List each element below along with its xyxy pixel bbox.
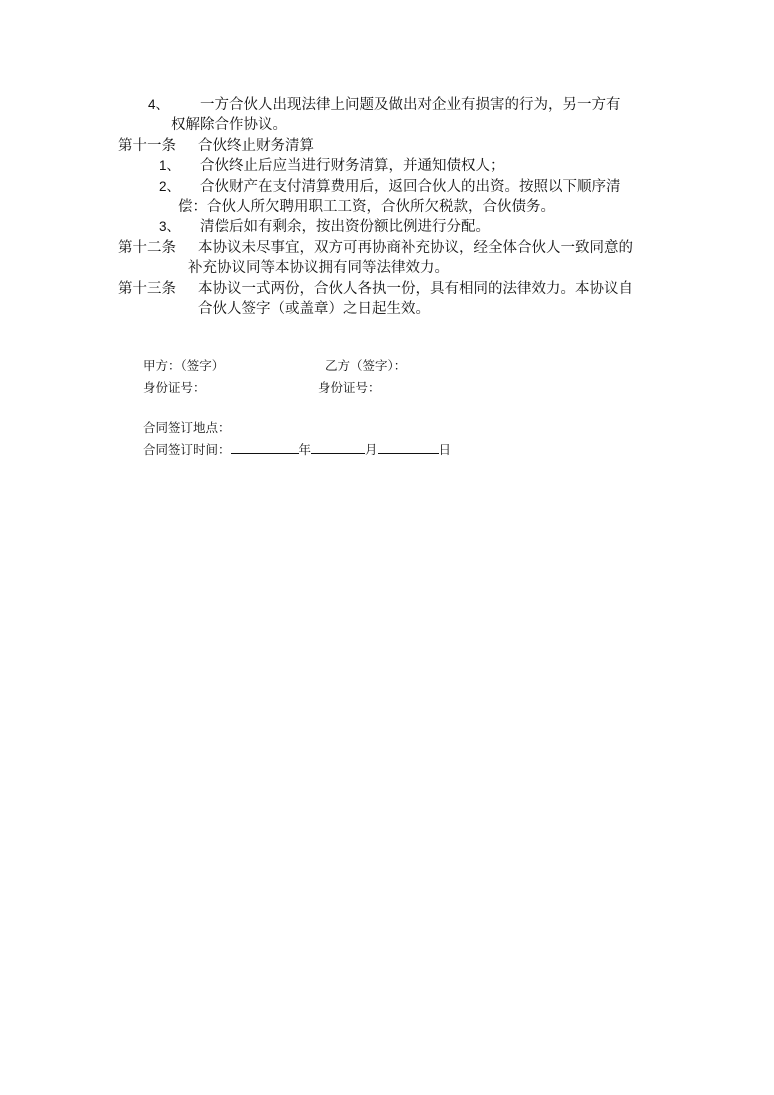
- article-12-text: 本协议未尽事宜，双方可再协商补充协议，经全体合伙人一致同意的: [198, 240, 633, 256]
- article-12-heading: 第十二条: [118, 240, 176, 256]
- signing-place-label: 合同签订地点：: [143, 420, 231, 435]
- article-11-item-1-text: 合伙终止后应当进行财务清算，并通知债权人；: [200, 158, 505, 174]
- signing-time-row: [143, 441, 451, 459]
- month-label: 月: [365, 442, 378, 457]
- item-4-number: 4、: [148, 97, 170, 112]
- signing-time-label: 合同签订时间：: [143, 442, 231, 457]
- article-11-item-2-number: 2、: [159, 179, 181, 194]
- party-a-id-label: 身份证号：: [143, 380, 206, 395]
- article-13-heading: 第十三条: [118, 281, 176, 297]
- article-11-heading: 第十一条: [118, 138, 176, 154]
- article-13-text-cont: 合伙人签字（或盖章）之日起生效。: [198, 301, 430, 317]
- month-blank-line: [311, 441, 365, 454]
- party-a-signature-label: 甲方：（签字）: [143, 358, 225, 373]
- day-blank-line: [378, 441, 439, 454]
- article-11-item-2-text: 合伙财产在支付清算费用后，返回合伙人的出资。按照以下顺序清: [200, 179, 621, 195]
- year-label: 年: [298, 442, 312, 457]
- item-4-text-cont: 权解除合作协议。: [171, 117, 287, 133]
- article-11-item-3-number: 3、: [159, 219, 181, 234]
- article-11-item-3-text: 清偿后如有剩余，按出资份额比例进行分配。: [200, 219, 490, 235]
- party-b-id-label: 身份证号：: [318, 380, 381, 395]
- article-12-text-cont: 补充协议同等本协议拥有同等法律效力。: [188, 260, 449, 276]
- article-11-item-2-text-cont: 偿：合伙人所欠聘用职工工资，合伙所欠税款，合伙债务。: [178, 199, 555, 215]
- article-11-item-1-number: 1、: [159, 158, 181, 173]
- article-11-title: 合伙终止财务清算: [198, 138, 314, 154]
- party-b-signature-label: 乙方（签字）：: [325, 358, 407, 373]
- item-4-text: 一方合伙人出现法律上问题及做出对企业有损害的行为，另一方有: [200, 97, 621, 113]
- year-blank-line: [231, 441, 299, 454]
- day-label: 日: [438, 442, 452, 457]
- article-13-text: 本协议一式两份，合伙人各执一份，具有相同的法律效力。本协议自: [198, 281, 633, 297]
